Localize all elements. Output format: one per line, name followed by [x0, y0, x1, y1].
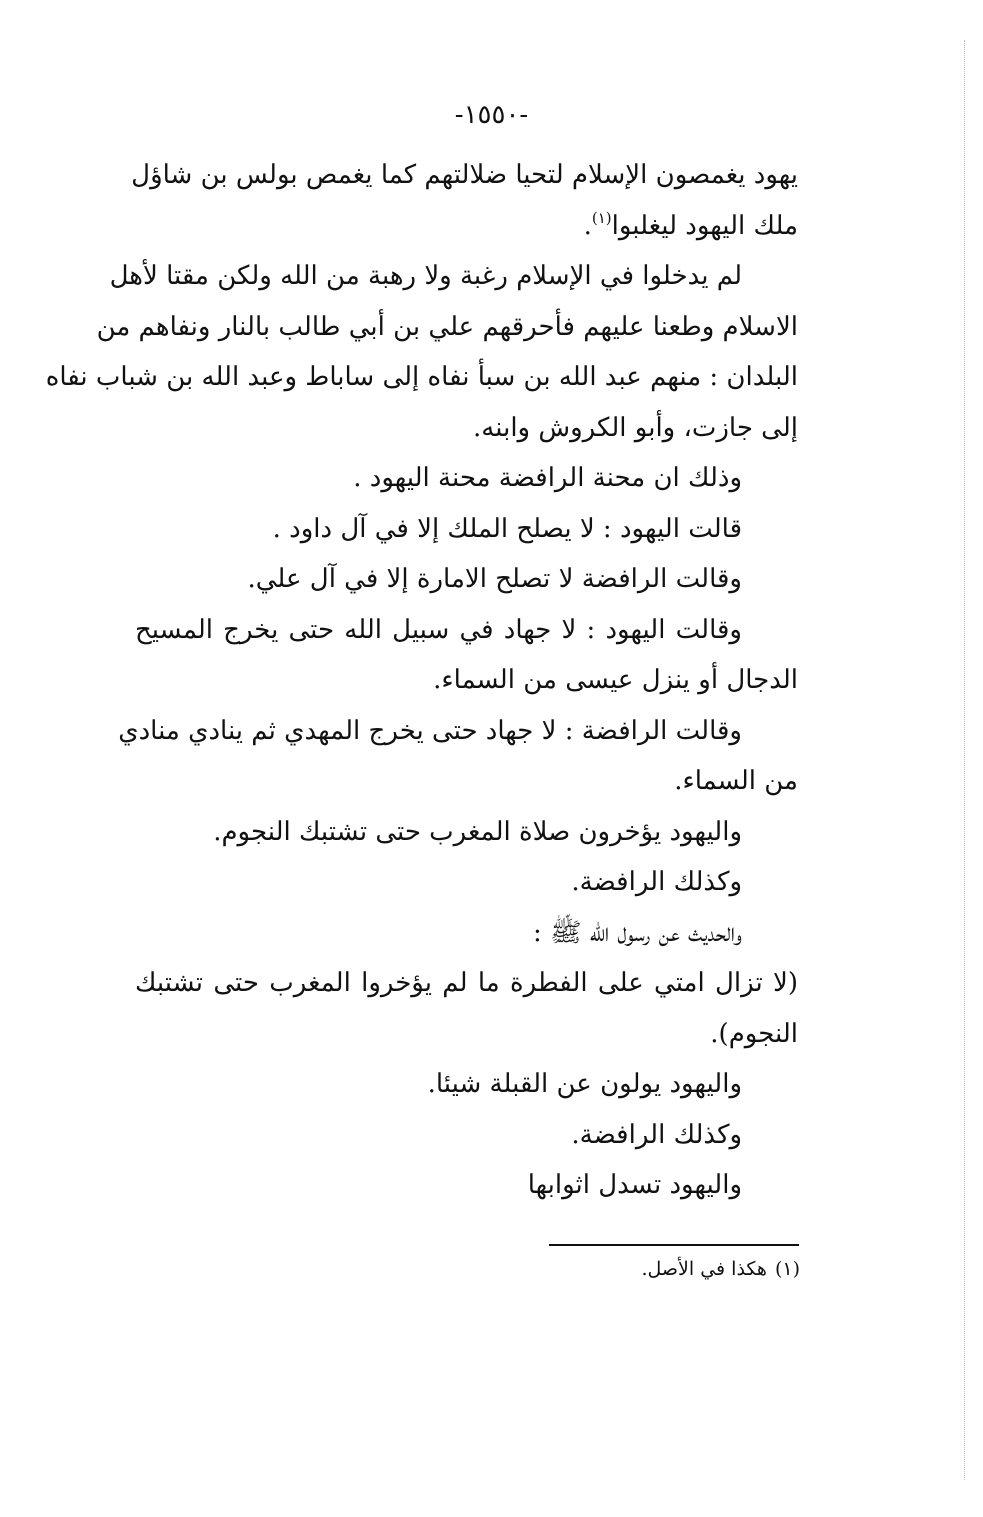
quote-line: (لا تزال امتي على الفطرة ما لم يؤخروا المغرب حتى تشتبك: [135, 968, 798, 998]
text-line: الاسلام وطعنا عليهم فأحرقهم علي بن أبي طالب بالنار ونفاهم من: [96, 311, 798, 342]
text-line: وقالت الرافضة : لا جهاد حتى يخرج المهدي ثم ينادي منادي: [118, 715, 742, 746]
text-line: لم يدخلوا في الإسلام رغبة ولا رهبة من الله ولكن مقتا لأهل: [109, 261, 742, 291]
text-line: [135, 201, 798, 252]
text-line: من السماء.: [674, 766, 798, 796]
text-line: واليهود يؤخرون صلاة المغرب حتى تشتبك النجوم.: [213, 816, 742, 847]
footnote: [500, 1256, 800, 1282]
text-line: الدجال أو ينزل عيسى من السماء.: [433, 665, 798, 695]
text-line: وذلك ان محنة الرافضة محنة اليهود .: [353, 463, 742, 493]
text-line: والحديث عن رسول الله ﷺ :: [533, 917, 742, 948]
text-line: وكذلك الرافضة.: [571, 1119, 742, 1150]
text-line: قالت اليهود : لا يصلح الملك إلا في آل داود .: [272, 513, 742, 544]
text-line: وقالت الرافضة لا تصلح الامارة إلا في آل علي.: [247, 564, 742, 594]
text-segment: ملك اليهود ليغلبوا: [611, 210, 798, 241]
text-line: يهود يغمصون الإسلام لتحيا ضلالتهم كما يغمص بولس بن شاؤل: [131, 160, 798, 190]
text-segment: .: [583, 210, 592, 241]
text-line: واليهود يولون عن القبلة شيئا.: [427, 1069, 742, 1099]
text-line: البلدان : منهم عبد الله بن سبأ نفاه إلى ساباط وعبد الله بن شباب نفاه: [45, 362, 798, 392]
text-line: واليهود تسدل اثوابها: [527, 1170, 742, 1200]
footnote-divider: [549, 1244, 799, 1246]
text-line: وكذلك الرافضة.: [571, 867, 742, 897]
body-text: [45, 150, 798, 1211]
text-line: وقالت اليهود : لا جهاد في سبيل الله حتى يخرج المسيح: [135, 614, 742, 645]
footnote-reference[interactable]: (١): [591, 208, 612, 227]
quote-line: النجوم).: [710, 1018, 798, 1049]
footnote-number: (١): [774, 1258, 800, 1280]
margin-rule: [964, 40, 965, 1480]
footnote-text: هكذا في الأصل.: [641, 1258, 767, 1280]
page-number: -١٥٥٠-: [454, 100, 529, 130]
text-line: إلى جازت، وأبو الكروش وابنه.: [473, 412, 798, 443]
